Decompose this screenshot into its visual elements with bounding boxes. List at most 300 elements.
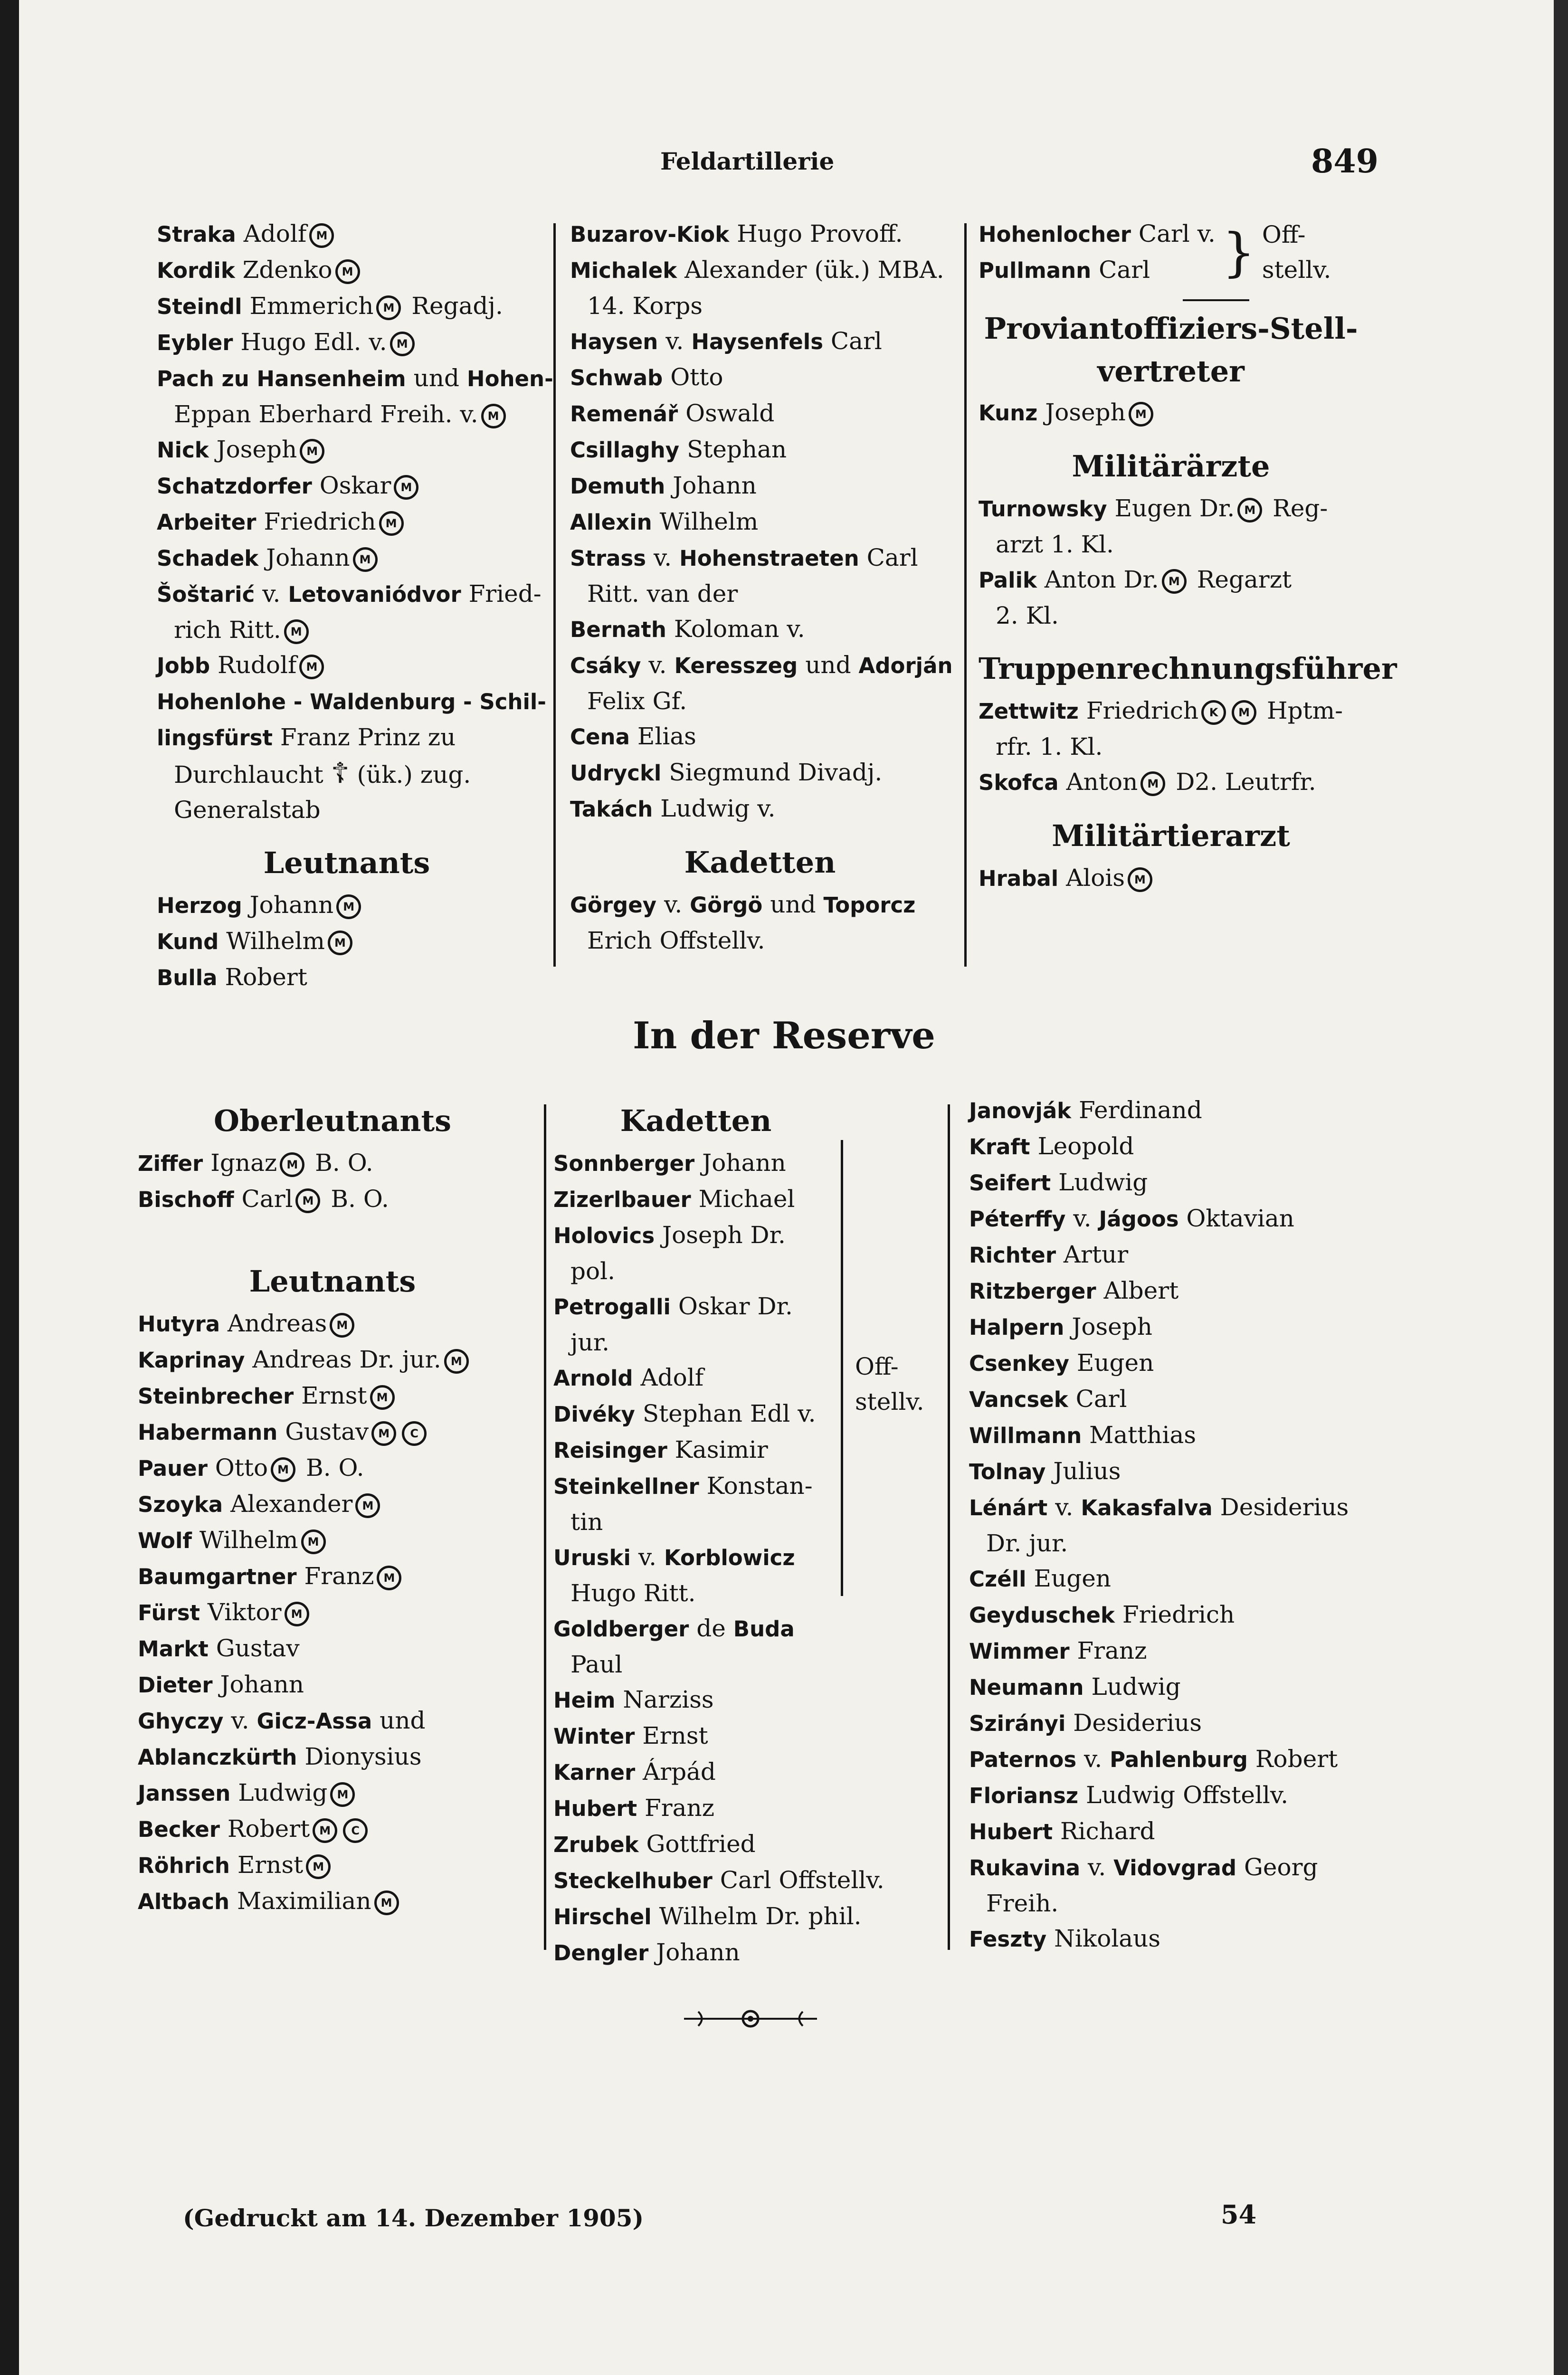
roster-entry — [570, 611, 950, 647]
given-name: Kasimir — [675, 1436, 768, 1463]
given-name: Robert — [225, 963, 307, 991]
cross-icon: ☦ — [331, 757, 350, 790]
surname: Hohenlohe - Waldenburg - Schil- — [157, 689, 546, 714]
officer-mark-icon: M — [1128, 867, 1152, 892]
officer-mark-icon: C — [343, 1818, 368, 1843]
top-column-1 — [157, 216, 553, 996]
heading-truppenrechnungsfuehrer: Truppenrechnungsführer — [979, 651, 1397, 686]
surname: Palik — [979, 568, 1037, 593]
column-rule — [544, 1104, 546, 1950]
surname: Zettwitz — [979, 699, 1079, 724]
given-name: Andreas Dr. jur. — [252, 1346, 441, 1373]
surname: Kraft — [969, 1134, 1030, 1159]
officer-mark-icon: M — [394, 475, 418, 500]
given-name: Wilhelm — [659, 508, 759, 535]
entry-continuation — [553, 1576, 838, 1611]
roster-entry — [138, 1811, 527, 1847]
surname-part: Korblowicz — [664, 1545, 795, 1570]
officer-mark-icon: M — [355, 1493, 380, 1518]
given-name: Ignaz — [210, 1149, 277, 1177]
entry-continuation — [979, 527, 1363, 562]
given-name: Otto — [670, 363, 723, 391]
surname: Pullmann — [979, 258, 1092, 283]
given-name: v. — [664, 891, 683, 918]
roster-entry — [570, 468, 950, 504]
roster-entry — [969, 1669, 1368, 1705]
officer-mark-icon: M — [309, 223, 334, 248]
given-name: Alexander (ük.) MBA. — [684, 256, 944, 284]
surname: Becker — [138, 1817, 220, 1842]
roster-entry — [157, 540, 537, 576]
roster-entry — [553, 1718, 838, 1754]
given-name: Emmerich — [249, 292, 374, 320]
roster-entry — [979, 562, 1363, 598]
surname: Röhrich — [138, 1853, 230, 1878]
given-name: v. — [653, 544, 672, 571]
surname: Eybler — [157, 330, 233, 355]
surname: Czéll — [969, 1567, 1026, 1592]
given-name: Koloman v. — [674, 615, 805, 643]
given-name: Ernst — [642, 1722, 708, 1749]
roster-entry — [138, 1703, 527, 1739]
given-name: Stephan — [686, 436, 787, 463]
surname: Baumgartner — [138, 1564, 297, 1589]
surname: Habermann — [138, 1420, 278, 1445]
surname: Kunz — [979, 400, 1038, 426]
roster-entry — [570, 252, 950, 288]
surname: Steindl — [157, 294, 242, 319]
given-name: Friedrich — [264, 508, 376, 535]
officer-mark-icon: M — [295, 1188, 320, 1213]
surname: Uruski — [553, 1545, 631, 1570]
surname: Šoštarić — [157, 582, 255, 607]
surname: Dieter — [138, 1672, 213, 1698]
surname: Janssen — [138, 1781, 231, 1806]
given-name: Desiderius — [1073, 1709, 1202, 1737]
surname: Lénárt — [969, 1495, 1048, 1520]
surname: Fürst — [138, 1600, 200, 1625]
heading-militaerarzte: Militärärzte — [1072, 449, 1270, 484]
sheet-number: 54 — [1221, 2199, 1257, 2230]
annotation: Georg — [1244, 1853, 1318, 1881]
annotation: B. O. — [331, 1185, 389, 1213]
roster-entry — [553, 1432, 838, 1468]
surname: Nick — [157, 437, 209, 463]
given-name: Ludwig — [1058, 1168, 1148, 1196]
surname: Kund — [157, 929, 219, 954]
roster-entry — [969, 1597, 1368, 1633]
roster-entry — [570, 755, 950, 791]
roster-entry — [969, 1092, 1368, 1129]
officer-mark-icon: M — [285, 1602, 309, 1626]
officer-mark-icon: M — [306, 1854, 331, 1879]
given-name: Artur — [1063, 1241, 1129, 1268]
given-name: v. — [638, 1543, 657, 1571]
surname: Turnowsky — [979, 496, 1107, 522]
given-name: v. — [1088, 1853, 1106, 1881]
heading-proviant-line-2: vertreter — [1097, 354, 1245, 389]
continuation-text: rfr. 1. Kl. — [996, 733, 1103, 760]
entry-continuation — [553, 1504, 838, 1539]
roster-entry — [157, 684, 546, 720]
surname: Sonnberger — [553, 1151, 695, 1176]
surname: Willmann — [969, 1423, 1082, 1448]
given-name: Oswald — [685, 399, 775, 427]
officer-mark-icon: M — [1129, 402, 1153, 427]
surname: Buzarov-Kiok — [570, 222, 730, 247]
roster-entry — [138, 1558, 527, 1595]
annotation: B. O. — [305, 1454, 364, 1482]
given-name: Ludwig Offstellv. — [1085, 1781, 1289, 1809]
given-name: Maximilian — [237, 1887, 371, 1915]
given-name: v. — [665, 327, 684, 355]
roster-entry — [553, 1145, 838, 1181]
given-name: Alexander — [230, 1490, 353, 1518]
given-name: Rudolf — [218, 651, 297, 679]
surname: Schwab — [570, 365, 663, 390]
roster-entry — [157, 923, 537, 960]
surname: Divéky — [553, 1402, 635, 1427]
given-name: Richard — [1060, 1817, 1155, 1845]
surname: Pach zu Hansenheim — [157, 366, 406, 391]
annotation: Regarzt — [1197, 566, 1292, 593]
bracket-label-line-2: stellv. — [855, 1388, 924, 1416]
given-name: Otto — [215, 1454, 268, 1482]
given-name: Matthias — [1089, 1421, 1197, 1449]
continuation-text: Erich Offstellv. — [587, 927, 765, 954]
surname: Hubert — [969, 1819, 1053, 1844]
reserve-column-3 — [969, 1092, 1368, 1957]
surname-part: Gicz-Assa — [257, 1709, 372, 1734]
given-name: Hugo Edl. v. — [240, 328, 387, 356]
continuation-text: arzt 1. Kl. — [996, 531, 1114, 558]
given-name: Carl — [241, 1185, 293, 1213]
offstellv-bracket — [836, 1140, 924, 1596]
given-name: Narziss — [623, 1686, 714, 1713]
roster-entry — [570, 647, 953, 684]
surname: Hirschel — [553, 1904, 652, 1929]
roster-entry — [969, 1705, 1368, 1741]
surname: Demuth — [570, 474, 665, 499]
given-name: Konstan- — [706, 1472, 813, 1500]
offstellv-group — [979, 216, 1363, 288]
given-name: Ferdinand — [1079, 1096, 1202, 1124]
officer-mark-icon: M — [313, 1818, 337, 1843]
given-name: und — [413, 364, 460, 392]
surname: Vancsek — [969, 1387, 1068, 1412]
given-name: Carl Offstellv. — [720, 1866, 884, 1894]
officer-mark-icon: M — [301, 1530, 326, 1554]
given-name: Carl — [1075, 1385, 1127, 1413]
surname: Janovják — [969, 1098, 1072, 1123]
roster-entry — [553, 1862, 884, 1899]
roster-entry — [969, 1921, 1368, 1957]
surname: Steinbrecher — [138, 1384, 294, 1409]
given-name: Johann — [266, 544, 350, 571]
roster-entry — [570, 719, 950, 755]
given-name: Ernst — [237, 1851, 304, 1879]
entry-continuation — [157, 756, 537, 792]
entry-continuation — [570, 576, 950, 611]
roster-entry — [157, 576, 542, 612]
running-header: Feldartillerie — [660, 147, 835, 175]
surname: Holovics — [553, 1223, 655, 1248]
given-name: Franz — [645, 1794, 714, 1822]
given-name: Joseph — [1045, 399, 1126, 426]
continuation-text: 2. Kl. — [996, 602, 1059, 629]
surname: Péterffy — [969, 1206, 1066, 1232]
annotation: Hptm- — [1266, 697, 1343, 724]
officer-mark-icon: M — [299, 655, 324, 679]
given-name: Carl v. — [1138, 220, 1216, 247]
surname: Görgey — [570, 893, 657, 918]
officer-mark-icon: M — [379, 511, 404, 536]
roster-entry — [553, 1754, 838, 1790]
roster-entry — [969, 1633, 1368, 1669]
entry-continuation — [570, 684, 950, 719]
roster-entry — [969, 1273, 1368, 1309]
continuation-text: Eppan Eberhard Freih. v. — [174, 400, 478, 428]
bracket-label-line-2: stellv. — [1262, 256, 1331, 284]
officer-mark-icon: M — [353, 547, 378, 572]
roster-entry — [138, 1739, 527, 1775]
given-name: v. — [648, 651, 667, 679]
officer-mark-icon: M — [280, 1152, 304, 1177]
given-name: Julius — [1053, 1457, 1121, 1485]
surname-part: Hohen- — [466, 366, 553, 391]
roster-entry — [138, 1145, 527, 1181]
given-name: v. — [231, 1707, 249, 1734]
roster-entry — [979, 860, 1363, 896]
officer-mark-icon: M — [335, 259, 360, 284]
roster-entry — [969, 1417, 1368, 1454]
heading-militaertierarzt: Militärtierarzt — [1052, 818, 1290, 853]
entry-continuation — [157, 397, 537, 432]
surname: Floriansz — [969, 1783, 1079, 1808]
surname: Wolf — [138, 1528, 192, 1553]
heading-leutnants: Leutnants — [249, 1264, 416, 1299]
entry-continuation — [553, 1647, 838, 1682]
given-name: Ernst — [301, 1382, 367, 1409]
given-name: v. — [1084, 1745, 1102, 1773]
surname: Paternos — [969, 1747, 1077, 1772]
roster-entry — [979, 693, 1363, 729]
annotation: Oktavian — [1186, 1205, 1294, 1232]
given-name: Johann — [673, 472, 757, 499]
entry-continuation — [553, 1254, 838, 1289]
officer-mark-icon: M — [374, 1890, 399, 1915]
entry-continuation — [157, 612, 537, 647]
roster-entry — [570, 432, 950, 468]
continuation-text: pol. — [570, 1257, 615, 1285]
surname: Seifert — [969, 1170, 1051, 1196]
given-name: Robert — [227, 1815, 310, 1843]
bracket-label — [855, 1349, 924, 1419]
continuation-text: Generalstab — [174, 796, 321, 824]
roster-entry — [138, 1306, 527, 1342]
roster-entry — [138, 1450, 527, 1486]
surname-part: Adorján — [858, 653, 953, 678]
roster-entry — [157, 288, 537, 324]
officer-mark-icon: M — [1162, 569, 1187, 594]
surname: Ablanczkürth — [138, 1745, 297, 1770]
entry-continuation — [157, 792, 537, 827]
given-name: Eugen — [1034, 1565, 1111, 1592]
roster-entry — [969, 1561, 1368, 1597]
connector: und — [805, 651, 851, 679]
surname: Herzog — [157, 893, 242, 918]
roster-entry — [553, 1611, 838, 1647]
surname: Hohenlocher — [979, 222, 1131, 247]
annotation: Fried- — [468, 580, 542, 608]
roster-entry — [979, 216, 1216, 252]
surname: Steckelhuber — [553, 1868, 713, 1893]
annotation: (ük.) zug. — [357, 761, 471, 788]
short-rule — [1183, 299, 1249, 301]
officer-mark-icon: M — [371, 1421, 396, 1446]
given-name: Ludwig — [1091, 1673, 1181, 1700]
annotation: Carl — [830, 327, 882, 355]
roster-entry — [138, 1378, 527, 1414]
surname: Feszty — [969, 1927, 1047, 1952]
continuation-text: tin — [570, 1508, 603, 1536]
roster-entry — [979, 764, 1363, 800]
given-name: de — [696, 1615, 726, 1642]
ornament-divider — [679, 2007, 822, 2031]
surname: Rukavina — [969, 1855, 1081, 1881]
surname: Haysen — [570, 329, 658, 354]
roster-entry — [157, 647, 537, 684]
surname: Markt — [138, 1636, 209, 1662]
surname: Udryckl — [570, 760, 662, 786]
reserve-column-1 — [138, 1085, 527, 1919]
roster-entry — [969, 1129, 1368, 1165]
roster-entry — [553, 1181, 838, 1217]
given-name: Joseph — [216, 436, 297, 463]
continuation-text: Paul — [570, 1651, 623, 1678]
top-column-2 — [570, 216, 953, 958]
given-name: Johann — [656, 1938, 740, 1966]
bracket-label-line-1: Off- — [1262, 221, 1306, 248]
roster-entry — [138, 1414, 527, 1450]
roster-entry — [157, 324, 537, 361]
roster-entry — [138, 1342, 527, 1378]
surname: Zrubek — [553, 1832, 639, 1857]
entry-continuation — [969, 1526, 1368, 1561]
surname-part: Keresszeg — [674, 653, 798, 678]
given-name: Adolf — [640, 1364, 704, 1391]
surname: Ghyczy — [138, 1709, 224, 1734]
surname: Bulla — [157, 965, 218, 990]
roster-entry — [157, 960, 537, 996]
roster-entry — [157, 720, 537, 756]
given-name: Gustav — [285, 1418, 369, 1445]
heading-leutnants: Leutnants — [263, 846, 430, 880]
officer-mark-icon: M — [271, 1457, 295, 1482]
surname-part: Hohenstraeten — [679, 546, 859, 571]
continuation-text: Ritt. van der — [587, 580, 738, 608]
surname: Wimmer — [969, 1639, 1070, 1664]
roster-entry — [979, 252, 1216, 288]
roster-entry — [553, 1539, 838, 1576]
surname: Heim — [553, 1688, 616, 1713]
given-name: Gustav — [216, 1634, 300, 1662]
roster-entry — [570, 887, 950, 923]
surname-part: Pahlenburg — [1110, 1747, 1248, 1772]
roster-entry — [570, 396, 950, 432]
given-name: Ludwig — [238, 1779, 328, 1806]
surname: lingsfürst — [157, 725, 273, 750]
entry-continuation — [979, 729, 1363, 764]
given-name: Johann — [702, 1149, 786, 1177]
given-name: Adolf — [243, 220, 307, 247]
given-name: Oskar Dr. — [678, 1292, 793, 1320]
roster-entry — [553, 1899, 862, 1935]
given-name: Anton — [1066, 768, 1138, 796]
surname: Zizerlbauer — [553, 1187, 691, 1212]
roster-entry — [138, 1522, 527, 1558]
given-name: Friedrich — [1086, 697, 1199, 724]
surname: Csenkey — [969, 1351, 1069, 1376]
roster-entry — [570, 360, 950, 396]
continuation-text: Dr. jur. — [986, 1530, 1068, 1557]
roster-entry — [969, 1309, 1368, 1345]
given-name: Friedrich — [1122, 1601, 1235, 1628]
officer-mark-icon: M — [444, 1349, 469, 1374]
given-name: Wilhelm Dr. phil. — [659, 1902, 862, 1930]
scan-edge-left — [0, 0, 19, 2375]
roster-entry — [553, 1826, 838, 1862]
surname: Ziffer — [138, 1151, 203, 1176]
annotation: Robert — [1255, 1745, 1338, 1773]
continuation-text: Felix Gf. — [587, 687, 687, 715]
roster-entry — [570, 323, 950, 360]
continuation-text: Freih. — [986, 1890, 1059, 1917]
entry-continuation — [979, 598, 1363, 633]
given-name: Eugen Dr. — [1114, 494, 1235, 522]
continuation-text: jur. — [570, 1329, 610, 1356]
surname: Ritzberger — [969, 1279, 1096, 1304]
given-name: Franz Prinz zu — [280, 723, 456, 751]
surname: Arnold — [553, 1366, 633, 1391]
given-name: Joseph — [1072, 1313, 1152, 1340]
officer-mark-icon: M — [390, 332, 415, 356]
entry-continuation — [570, 923, 950, 958]
surname: Arbeiter — [157, 510, 257, 535]
officer-mark-icon: M — [328, 931, 352, 955]
roster-entry — [570, 791, 950, 827]
column-rule — [948, 1104, 950, 1950]
surname: Strass — [570, 546, 646, 571]
roster-entry — [553, 1790, 838, 1826]
surname: Straka — [157, 222, 236, 247]
officer-mark-icon: M — [377, 1566, 401, 1590]
surname-part: Kakasfalva — [1081, 1495, 1213, 1520]
given-name: Johann — [249, 891, 334, 919]
given-name: Alois — [1066, 864, 1125, 892]
heading-kadetten: Kadetten — [684, 845, 836, 880]
roster-entry — [969, 1814, 1368, 1850]
annotation: und — [380, 1707, 426, 1734]
given-name: Andreas — [228, 1310, 327, 1337]
given-name: Hugo Provoff. — [737, 220, 903, 247]
bracketed-names — [979, 216, 1216, 288]
officer-mark-icon: M — [330, 1313, 354, 1338]
given-name: Elias — [637, 722, 696, 750]
heading-kadetten: Kadetten — [620, 1103, 772, 1138]
surname: Karner — [553, 1760, 636, 1785]
surname: Steinkellner — [553, 1474, 699, 1499]
